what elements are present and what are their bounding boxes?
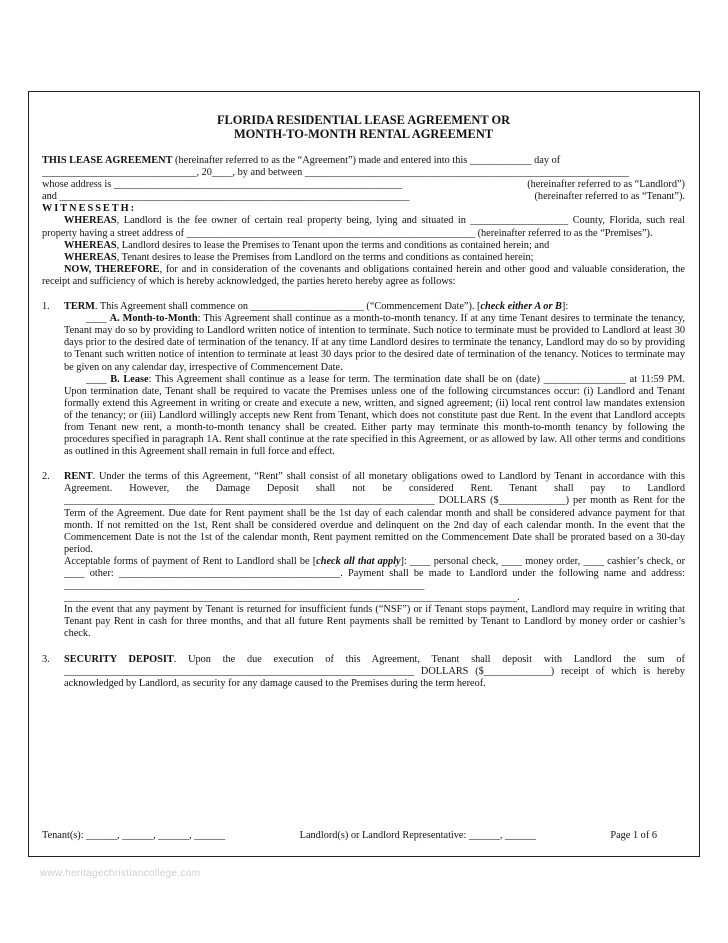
now-therefore-text: , for and in consideration of the covenants and obligations contained herein and other good and valuable consideration, the receipt and sufficiency of which is hereby acknowledged, the parties hereto hereby agree as follows:	[42, 263, 685, 287]
whereas-1-text: , Landlord is the fee owner of certain real property being, lying and situated in ___________________ County, Florida, such real property having a street address of ________________________________________________________ (hereinafter referred to as the “Premises”).	[42, 215, 685, 239]
nsf-paragraph: In the event that any payment by Tenant is returned for insufficient funds (“NSF”) or if Tenant stops payment, Landlord may require in writing that Tenant pay Rent in cash for three months, and that all future Rent payments shall be remitted by Tenant to Landlord by money order or cashier’s check.	[64, 604, 685, 640]
whereas-paragraph-3	[42, 252, 685, 264]
option-a-text: : This Agreement shall continue as a month-to-month tenancy. If at any time Tenant desires to terminate the tenancy, Tenant may do so by providing to Landlord written notice of intention to terminate. Such notice to terminate must be provided to Landlord at least 30 days prior to the desired date of termination of the tenancy. If at any time Landlord desires to terminate the tenancy, Landlord may do so by providing to Tenant such written notice of intention to terminate at least 30 days prior to the desired date of termination of the tenancy. Notices to terminate may be given on any calendar day, irrespective of Commencement Date.	[64, 313, 685, 373]
landlord-initials: Landlord(s) or Landlord Representative: ______, ______	[299, 830, 536, 841]
tenant-label: (hereinafter referred to as “Tenant”).	[534, 191, 685, 203]
whereas-2-lead: WHEREAS	[64, 239, 117, 251]
forms-text-a: Acceptable forms of payment of Rent to Landlord shall be [	[64, 555, 317, 567]
section-number: 3.	[42, 653, 50, 665]
section-term	[42, 301, 685, 313]
whereas-paragraph-2	[42, 240, 685, 252]
term-option-b	[64, 374, 685, 459]
term-lead: TERM	[64, 301, 95, 313]
section-security-deposit	[42, 654, 685, 690]
intro-lead: THIS LEASE AGREEMENT	[42, 155, 173, 166]
document-title	[42, 114, 685, 141]
tenant-line: and ____________________________________________________________________	[42, 191, 410, 203]
lease-document	[42, 114, 685, 690]
section-rent	[42, 471, 685, 556]
option-a-blank: ____	[86, 313, 107, 325]
term-bracket: check either A or B	[480, 301, 562, 313]
witnesseth-heading: WITNESSETH:	[42, 203, 137, 215]
section-number: 1.	[42, 301, 50, 313]
whereas-2-text: , Landlord desires to lease the Premises to Tenant upon the terms and conditions as contained herein; and	[116, 239, 550, 251]
landlord-label: (hereinafter referred to as “Landlord”)	[527, 179, 685, 191]
page-footer	[42, 830, 657, 841]
now-therefore-paragraph	[42, 264, 685, 288]
landlord-address-line: whose address is ________________________________________________________	[42, 179, 403, 191]
watermark-text: www.heritagechristiancollege.com	[40, 868, 201, 879]
intro-line-1: (hereinafter referred to as the “Agreement”) made and entered into this ____________ day of	[172, 155, 561, 166]
whereas-3-lead: WHEREAS	[64, 251, 117, 263]
tenant-initials: Tenant(s): ______, ______, ______, ______	[42, 830, 226, 841]
rent-text: . Under the terms of this Agreement, “Rent” shall consist of all monetary obligations owed to Landlord by Tenant in accordance with this Agreement. However, the Damage Deposit shall not be considered Rent. Tenant shall pay to Landlord ________________________________________________________________________ DOLLARS ($_____________) per month as Rent for the Term of the Agreement. Due date for Rent payment shall be the 1st day of each calendar month and shall be considered advance payment for that month. If not remitted on the 1st, Rent shall be considered overdue and delinquent on the 2nd day of each calendar month. In the event that the Commencement Date is not the 1st of the calendar month, Rent payment remitted on the Commencement Date shall be prorated based on a 30-day period.	[64, 471, 685, 555]
intro-line-2: ______________________________, 20____, by and between _______________________________________________________________	[42, 167, 630, 179]
forms-bracket: check all that apply	[316, 555, 401, 567]
title-line-2: MONTH-TO-MONTH RENTAL AGREEMENT	[233, 126, 494, 141]
option-a-lead: A. Month-to-Month	[109, 313, 198, 325]
whereas-paragraph-1	[42, 215, 685, 239]
section-number: 2.	[42, 471, 50, 483]
payment-forms-paragraph	[64, 556, 685, 604]
term-text-b: ]:	[561, 301, 569, 313]
intro-paragraph	[42, 155, 685, 203]
title-line-1: FLORIDA RESIDENTIAL LEASE AGREEMENT OR	[216, 113, 511, 127]
deposit-text: . Upon the due execution of this Agreement, Tenant shall deposit with Landlord the sum of ____________________________________________________________________ DOLLARS ($_____________) receipt of which is hereby acknowledged by Landlord, as security for any damage caused to the Premises during the term hereof.	[64, 653, 685, 689]
forms-text-b: ]: ____ personal check, ____ money order, ____ cashier’s check, or ____ other: ___________________________________________. Payment shall be made to Landlord under the following name and address: ______________________________________________________________________ ________________________________________________________________________________________.	[64, 555, 685, 604]
option-b-text: : This Agreement shall continue as a lease for term. The termination date shall be on (date) ________________ at 11:59 PM. Upon termination date, Tenant shall be required to vacate the Premises unless one of the following circumstances occur: (i) Landlord and Tenant formally extend this Agreement in writing or create and execute a new, written, and signed agreement; (ii) local rent control law mandates extension of the tenancy; or (iii) Landlord willingly accepts new Rent from Tenant, which does not constitute past due Rent. In the event that Landlord accepts from Tenant new rent, a month-to-month tenancy shall be created. Either party may terminate this month-to-month tenancy by following the procedures specified in paragraph 1A. Rent shall continue at the rate specified in this Agreement, or as allowed by law. All other terms and conditions as outlined in this Agreement shall remain in full force and effect.	[64, 373, 686, 458]
term-text-a: . This Agreement shall commence on ______________________ (“Commencement Date”). [	[94, 301, 481, 313]
option-b-blank: ____	[86, 373, 107, 385]
page-number: Page 1 of 6	[610, 830, 657, 841]
rent-lead: RENT	[64, 471, 93, 483]
deposit-lead: SECURITY DEPOSIT	[64, 653, 174, 665]
option-b-lead: B. Lease	[110, 373, 149, 385]
whereas-3-text: , Tenant desires to lease the Premises from Landlord on the terms and conditions as contained herein;	[116, 251, 534, 263]
term-option-a	[64, 313, 685, 373]
whereas-1-lead: WHEREAS	[64, 215, 117, 227]
now-therefore-lead: NOW, THEREFORE	[64, 263, 160, 275]
